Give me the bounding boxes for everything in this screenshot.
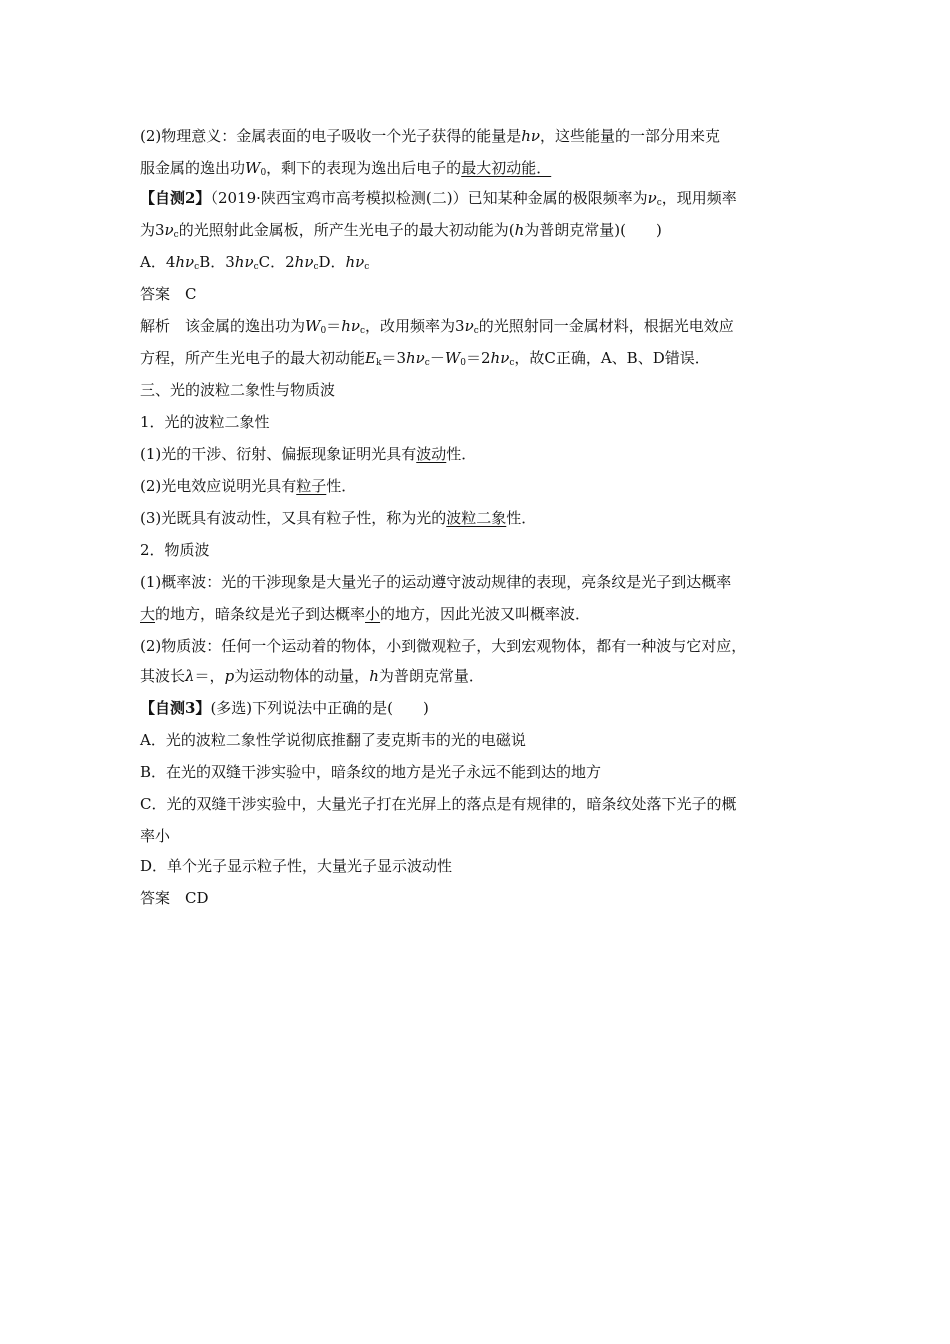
text-segment: ，现用频率 <box>661 189 737 207</box>
formula-p: p <box>224 667 235 685</box>
answer-text: 答案 CD <box>140 889 209 907</box>
subsection-heading <box>140 539 210 561</box>
text-segment: (1)光的干涉、衍射、偏振现象证明光具有 <box>140 445 417 463</box>
text-segment: (多选)下列说法中正确的是( ) <box>210 699 429 717</box>
formula-w: W <box>305 317 321 335</box>
text-segment: ，剩下的表现为逸出后电子的 <box>266 159 462 177</box>
text-segment: 服金属的逸出功 <box>140 159 246 177</box>
underlined-answer: 大 <box>140 605 156 623</box>
underlined-answer: 波动 <box>416 445 447 463</box>
text-line <box>140 475 356 497</box>
option-b: B．在光的双缝干涉实验中，暗条纹的地方是光子永远不能到达的地方 <box>140 763 602 781</box>
self-test-tag: 【自测2】 <box>140 189 211 207</box>
text-line <box>140 347 710 369</box>
text-line <box>140 635 746 657</box>
heading-text: 三、光的波粒二象性与物质波 <box>140 381 336 399</box>
formula-h: h <box>514 221 525 239</box>
text-segment: 性． <box>326 477 357 495</box>
text-segment: ＝3 <box>381 349 406 367</box>
subscript: c <box>656 198 662 208</box>
text-segment: 的光照射同一金属材料，根据光电效应 <box>478 317 734 335</box>
subsection-heading <box>140 411 270 433</box>
answer-text: 答案 C <box>140 285 197 303</box>
text-segment: (3)光既具有波动性，又具有粒子性，称为光的 <box>140 509 447 527</box>
text-segment: (2)光电效应说明光具有 <box>140 477 297 495</box>
formula-nu: ν <box>647 189 657 207</box>
text-segment: ，这些能量的一部分用来克 <box>540 127 721 145</box>
text-segment: 的光照射此金属板，所产生光电子的最大初动能为( <box>178 221 515 239</box>
text-line <box>140 571 731 593</box>
text-line <box>140 603 590 625</box>
formula-h-nu: hν <box>345 253 365 271</box>
option-line <box>140 793 736 815</box>
formula-h-nu: hν <box>175 253 195 271</box>
option-a: A．光的波粒二象性学说彻底推翻了麦克斯韦的光的电磁说 <box>140 731 526 749</box>
subscript: c <box>424 358 430 368</box>
formula-h-nu: hν <box>234 253 254 271</box>
text-line <box>140 507 536 529</box>
option-line <box>140 761 601 783</box>
text-segment: 性． <box>446 445 477 463</box>
text-line <box>140 125 720 147</box>
subscript: c <box>364 262 370 272</box>
formula-w: W <box>444 349 461 367</box>
text-segment: 为运动物体的动量， <box>234 667 370 685</box>
text-segment: 其波长 <box>140 667 186 685</box>
text-segment: 方程，所产生光电子的最大初动能 <box>140 349 366 367</box>
subscript: c <box>253 262 259 272</box>
option-c-continued: 率小 <box>140 827 171 845</box>
formula-h-nu: hν <box>521 127 541 145</box>
text-line <box>140 219 662 241</box>
text-segment: （2019·陕西宝鸡市高考模拟检测(二)）已知某种金属的极限频率为 <box>210 189 648 207</box>
text-segment: 的地方，因此光波又叫概率波． <box>380 605 591 623</box>
answer-line <box>140 283 196 305</box>
text-segment: 为3 <box>140 221 165 239</box>
text-line <box>140 315 734 337</box>
text-segment: (1)概率波：光的干涉现象是大量光子的运动遵守波动规律的表现，亮条纹是光子到达概率 <box>140 573 732 591</box>
text-segment: ＝ <box>326 317 342 335</box>
underlined-answer: 波粒二象 <box>446 509 507 527</box>
option-line <box>140 825 170 847</box>
formula-lambda: λ <box>185 667 195 685</box>
option-d: D． <box>318 253 346 271</box>
subscript: c <box>194 262 200 272</box>
formula-h-nu: hν <box>490 349 510 367</box>
subscript: c <box>359 326 366 336</box>
text-line <box>140 157 551 179</box>
subscript: 0 <box>320 326 327 336</box>
underlined-answer: 小 <box>365 605 381 623</box>
subscript: c <box>173 230 179 240</box>
formula-h-nu: hν <box>341 317 360 335</box>
text-line <box>140 697 429 719</box>
underlined-answer: 最大初动能． <box>461 159 552 177</box>
text-segment: (2)物质波：任何一个运动着的物体，小到微观粒子，大到宏观物体，都有一种波与它对应， <box>140 637 747 655</box>
text-segment: 性． <box>506 509 537 527</box>
text-segment: 解析 该金属的逸出功为 <box>140 317 306 335</box>
option-d: D．单个光子显示粒子性，大量光子显示波动性 <box>140 857 453 875</box>
subscript: k <box>375 358 382 368</box>
heading-text: 2．物质波 <box>140 541 210 559</box>
option-line <box>140 855 452 877</box>
formula-h-nu: hν <box>405 349 425 367</box>
text-segment: ， <box>209 667 225 685</box>
subscript: 0 <box>260 168 267 178</box>
formula-nu: ν <box>164 221 174 239</box>
text-segment: (2)物理意义：金属表面的电子吸收一个光子获得的能量是 <box>140 127 522 145</box>
section-heading <box>140 379 335 401</box>
option-line <box>140 729 526 751</box>
text-segment: ，故C正确，A、B、D错误． <box>514 349 710 367</box>
heading-text: 1．光的波粒二象性 <box>140 413 270 431</box>
subscript: 0 <box>460 358 466 368</box>
text-segment: 为普朗克常量． <box>378 667 484 685</box>
text-segment: ＝ <box>194 667 210 685</box>
text-line <box>140 665 484 687</box>
subscript: c <box>473 326 479 336</box>
text-segment: 为普朗克常量)( ) <box>524 221 662 239</box>
text-segment: ，改用频率为3 <box>365 317 465 335</box>
self-test-tag: 【自测3】 <box>140 699 211 717</box>
text-segment: － <box>429 349 445 367</box>
formula-h-nu: hν <box>294 253 314 271</box>
answer-line <box>140 887 209 909</box>
text-line <box>140 443 476 465</box>
formula-h: h <box>369 667 379 685</box>
subscript: c <box>509 358 515 368</box>
option-c: C．光的双缝干涉实验中，大量光子打在光屏上的落点是有规律的，暗条纹处落下光子的概 <box>140 795 737 813</box>
text-line <box>140 187 737 209</box>
text-segment: ＝2 <box>465 349 491 367</box>
option-b: B．3 <box>199 253 235 271</box>
option-a: A．4 <box>140 253 176 271</box>
subscript: c <box>313 262 319 272</box>
text-segment: 的地方，暗条纹是光子到达概率 <box>155 605 366 623</box>
formula-w: W <box>245 159 261 177</box>
formula-nu: ν <box>464 317 474 335</box>
option-c: C．2 <box>258 253 295 271</box>
formula-e: E <box>365 349 376 367</box>
options-line <box>140 251 369 273</box>
underlined-answer: 粒子 <box>296 477 327 495</box>
